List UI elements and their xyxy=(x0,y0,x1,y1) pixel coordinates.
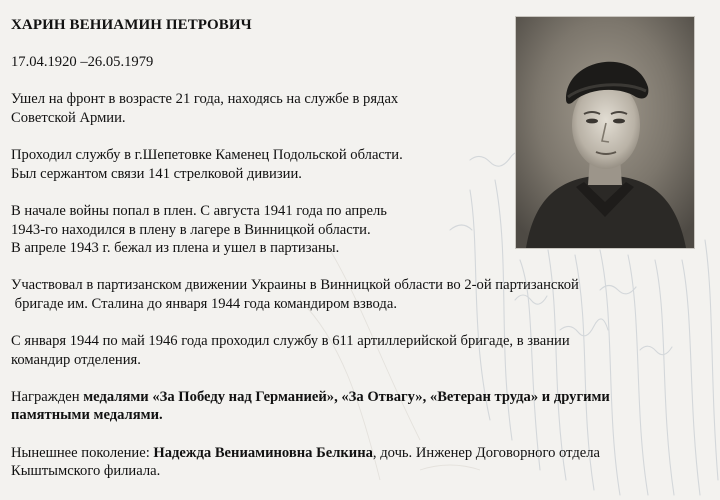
text-line: В начале войны попал в плен. С августа 1941 года по апрель xyxy=(11,202,387,219)
daughter-name: Надежда Вениаминовна Белкина xyxy=(153,444,373,461)
text-line: С января 1944 по май 1946 года проходил службу в 611 артиллерийской бригаде, в звании xyxy=(11,333,570,350)
text-line: Ушел на фронт в возрасте 21 года, находясь на службе в рядах xyxy=(11,91,399,108)
awards-list-end: памятными медалями. xyxy=(11,407,163,424)
text-line: Проходил службу в г.Шепетовке Каменец Подольской области. xyxy=(11,147,403,164)
text-line: Участвовал в партизанском движении Украины в Винницкой области во 2-ой партизанской xyxy=(11,277,579,294)
paragraph-awards xyxy=(11,388,711,425)
text-line: Советской Армии. xyxy=(11,109,126,126)
awards-prefix: Награжден xyxy=(11,388,84,405)
text-line: Был сержантом связи 141 стрелковой дивизии. xyxy=(11,165,302,182)
text-line xyxy=(11,388,711,407)
awards-list: медалями «За Победу над Германией», «За Отвагу», «Ветеран труда» и другими xyxy=(83,388,610,405)
text-line: Кыштымского филиала. xyxy=(11,463,161,480)
paragraph-partisan xyxy=(11,276,711,313)
text-line: командир отделения. xyxy=(11,351,141,368)
text-line xyxy=(11,406,711,425)
paragraph-captivity xyxy=(11,202,481,258)
text-line: В апреле 1943 г. бежал из плена и ушел в партизаны. xyxy=(11,240,340,257)
paragraph-service xyxy=(11,146,481,183)
generation-suffix: , дочь. Инженер Договорного отдела xyxy=(372,444,600,461)
person-name: ХАРИН ВЕНИАМИН ПЕТРОВИЧ xyxy=(11,17,252,33)
life-dates: 17.04.1920 –26.05.1979 xyxy=(11,54,154,71)
generation-prefix: Нынешнее поколение: xyxy=(11,444,154,461)
biography xyxy=(11,16,711,481)
paragraph-artillery xyxy=(11,332,711,369)
paragraph-front xyxy=(11,90,481,127)
text-line xyxy=(11,444,711,463)
text-line: 1943-го находился в плену в лагере в Винницкой области. xyxy=(11,221,371,238)
paragraph-generation xyxy=(11,444,711,481)
text-line: бригаде им. Сталина до января 1944 года командиром взвода. xyxy=(11,295,397,312)
